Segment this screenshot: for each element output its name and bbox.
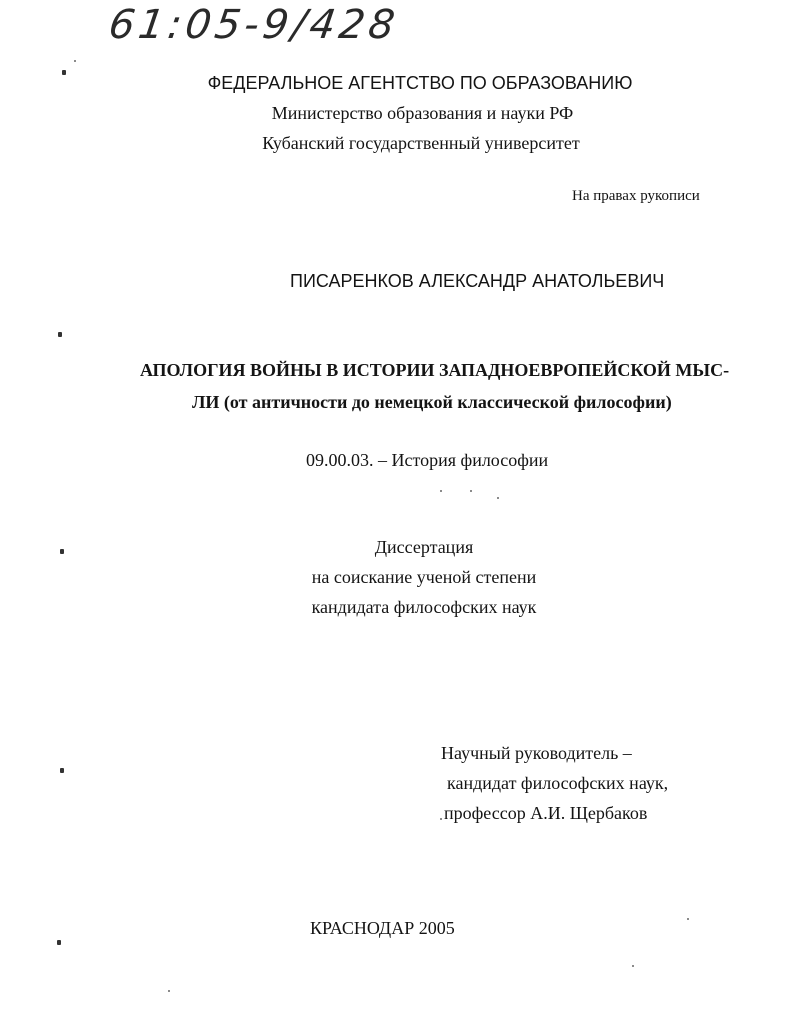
- university-heading: Кубанский государственный университет: [262, 133, 580, 153]
- margin-mark: [62, 70, 66, 75]
- supervisor-name: профессор А.И. Щербаков: [444, 803, 648, 823]
- scan-speck: [497, 497, 499, 499]
- scan-speck: [168, 990, 170, 992]
- scan-speck: [440, 818, 442, 820]
- scan-speck: [440, 490, 442, 492]
- scan-speck: [470, 490, 472, 492]
- author-name: ПИСАРЕНКОВ АЛЕКСАНДР АНАТОЛЬЕВИЧ: [290, 271, 665, 291]
- degree-line2: на соискание ученой степени: [311, 567, 537, 587]
- margin-mark: [57, 940, 61, 945]
- dissertation-title-line1: АПОЛОГИЯ ВОЙНЫ В ИСТОРИИ ЗАПАДНОЕВРОПЕЙСКОЙ МЫС-: [140, 360, 730, 380]
- ministry-heading: Министерство образования и науки РФ: [271, 103, 574, 123]
- specialty-code: 09.00.03. – История философии: [306, 450, 549, 470]
- scan-speck: [687, 918, 689, 920]
- agency-heading: ФЕДЕРАЛЬНОЕ АГЕНТСТВО ПО ОБРАЗОВАНИЮ: [207, 73, 633, 93]
- margin-mark: [60, 768, 64, 773]
- supervisor-degree: кандидат философских наук,: [447, 773, 669, 793]
- degree-line1: Диссертация: [374, 537, 474, 557]
- dissertation-title-line2: ЛИ (от античности до немецкой классической философии): [192, 392, 672, 412]
- handwritten-archive-number: 61:05-9/428: [106, 2, 402, 48]
- manuscript-rights-note: На правах рукописи: [572, 188, 700, 204]
- degree-line3: кандидата философских наук: [311, 597, 537, 617]
- margin-mark: [60, 549, 64, 554]
- margin-mark: [58, 332, 62, 337]
- scan-speck: [632, 965, 634, 967]
- scan-speck: [74, 60, 76, 62]
- city-year: КРАСНОДАР 2005: [310, 918, 455, 938]
- supervisor-label: Научный руководитель –: [441, 743, 632, 763]
